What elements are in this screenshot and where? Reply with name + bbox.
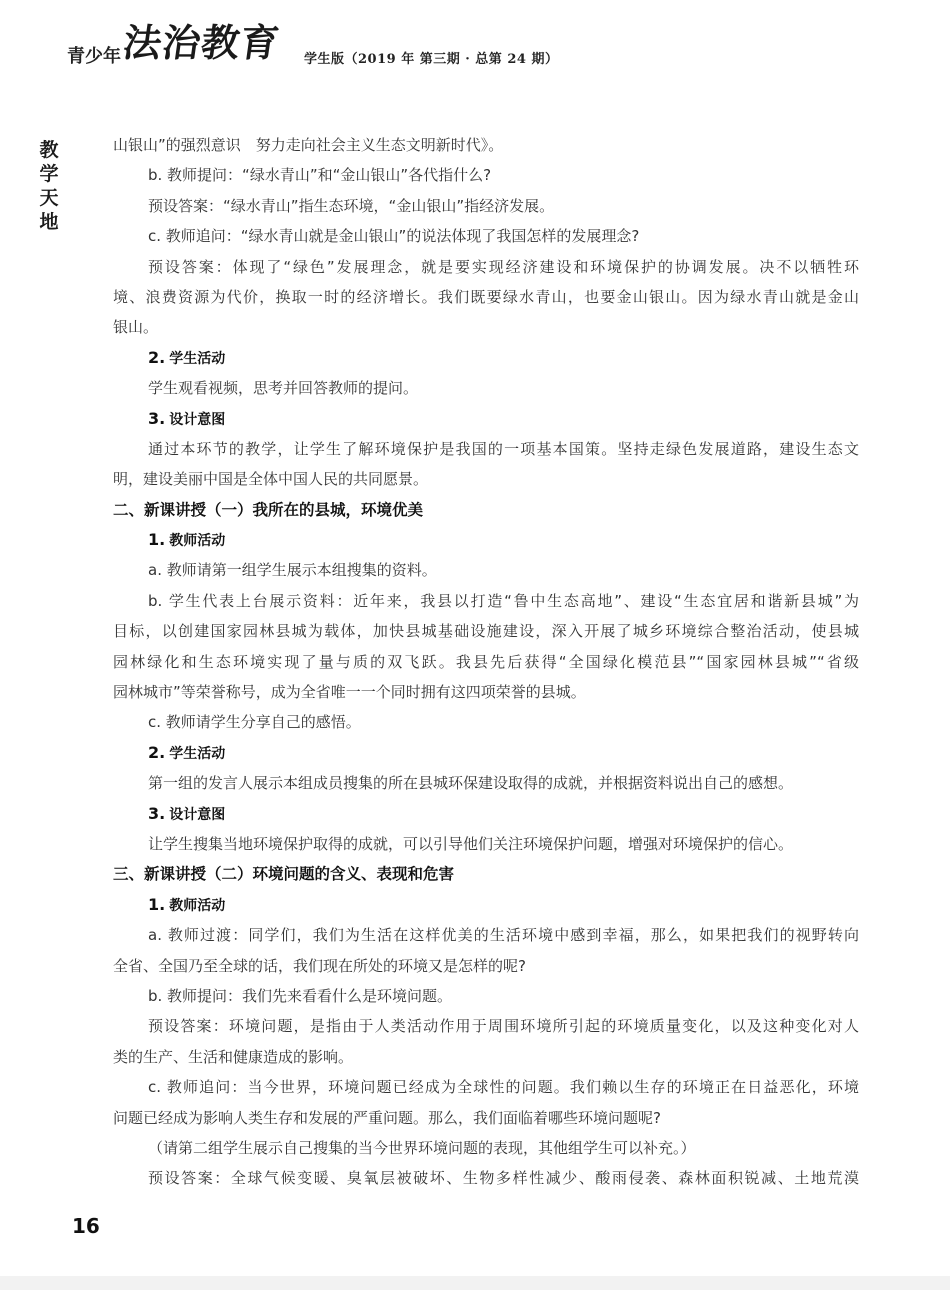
paragraph-line: 目标，以创建国家园林县城为载体，加快县城基础设施建设，深入开展了城乡环境综合整治活动，使县城 [113,622,859,641]
paragraph-line: c. 教师追问：当今世界，环境问题已经成为全球性的问题。我们赖以生存的环境正在日益恶化，环境 [148,1078,859,1097]
subsection-heading [113,404,859,434]
subsection-heading [113,799,859,829]
paragraph-line: 预设答案：“绿水青山”指生态环境，“金山银山”指经济发展。 [148,196,555,215]
section-tag [36,138,62,234]
section-heading: 三、新课讲授（二）环境问题的含义、表现和危害 [113,865,455,884]
paragraph-line: 银山。 [113,318,159,337]
paragraph-line: 第一组的发言人展示本组成员搜集的所在县城环保建设取得的成就，并根据资料说出自己的感想。 [148,774,794,793]
paragraph-line: 全省、全国乃至全球的话，我们现在所处的环境又是怎样的呢? [113,956,526,975]
masthead [62,12,882,72]
page-bottom-margin [0,1276,950,1290]
subsection-number: 3. [148,803,166,823]
subsection-heading [113,343,859,373]
paragraph-line: 通过本环节的教学，让学生了解环境保护是我国的一项基本国策。坚持走绿色发展道路，建设生态文 [148,439,859,458]
subsection-heading [113,738,859,768]
paragraph-line: a. 教师请第一组学生展示本组搜集的资料。 [148,561,437,580]
subsection-title: 设计意图 [169,411,226,428]
paragraph-line: 问题已经成为影响人类生存和发展的严重问题。那么，我们面临着哪些环境问题呢? [113,1108,661,1127]
paragraph-line: 园林城市”等荣誉称号，成为全省唯一一个同时拥有这四项荣誉的县城。 [113,683,586,702]
paragraph-line: 预设答案：体现了“绿色”发展理念，就是要实现经济建设和环境保护的协调发展。决不以牺牲环 [148,257,859,276]
paragraph-line: c. 教师请学生分享自己的感悟。 [148,713,361,732]
article-body [113,130,859,1194]
paragraph-line: 山银山”的强烈意识 努力走向社会主义生态文明新时代》。 [113,136,504,154]
subsection-title: 教师活动 [169,897,226,914]
paragraph-line: 预设答案：环境问题，是指由于人类活动作用于周围环境所引起的环境质量变化，以及这种变化对人 [148,1017,859,1036]
section-tag-char: 教 [39,139,59,161]
paragraph-line: （请第二组学生展示自己搜集的当今世界环境问题的表现，其他组学生可以补充。） [148,1138,696,1157]
paragraph-line: 学生观看视频，思考并回答教师的提问。 [148,379,419,398]
subsection-title: 教师活动 [169,533,226,550]
paragraph-line: c. 教师追问：“绿水青山就是金山银山”的说法体现了我国怎样的发展理念? [148,227,640,246]
section-heading: 二、新课讲授（一）我所在的县城，环境优美 [113,500,424,519]
paragraph-line: 让学生搜集当地环境保护取得的成就，可以引导他们关注环境保护问题，增强对环境保护的信心。 [148,834,794,853]
issue-info: 学生版（2019 年 第三期 · 总第 24 期） [304,52,559,67]
paragraph-line: 明，建设美丽中国是全体中国人民的共同愿景。 [113,470,429,489]
subsection-number: 1. [148,530,166,550]
paragraph-line: 预设答案：全球气候变暖、臭氧层被破坏、生物多样性减少、酸雨侵袭、森林面积锐减、土地荒漠 [148,1169,859,1188]
paragraph-line: b. 学生代表上台展示资料：近年来，我县以打造“鲁中生态高地”、建设“生态宜居和谐新县城”为 [148,591,859,610]
subsection-heading [113,525,859,555]
paragraph-line: b. 教师提问：我们先来看看什么是环境问题。 [148,986,453,1005]
subsection-title: 学生活动 [169,350,226,367]
subsection-title: 设计意图 [169,806,226,823]
subsection-number: 2. [148,742,166,762]
page-number: 16 [72,1214,100,1238]
magazine-title: 法治教育 [120,20,283,65]
paragraph-line: 境、浪费资源为代价，换取一时的经济增长。我们既要绿水青山，也要金山银山。因为绿水青山就是金山 [113,287,859,306]
paragraph-line: 类的生产、生活和健康造成的影响。 [113,1047,354,1066]
subsection-number: 2. [148,347,166,367]
section-tag-char: 学 [39,163,59,185]
subsection-heading [113,890,859,920]
paragraph-line: a. 教师过渡：同学们，我们为生活在这样优美的生活环境中感到幸福，那么，如果把我们的视野转向 [148,926,859,945]
section-tag-char: 地 [39,211,59,233]
section-tag-char: 天 [39,187,59,209]
masthead-prefix: 青少年 [67,46,121,67]
paragraph-line: b. 教师提问：“绿水青山”和“金山银山”各代指什么? [148,166,492,185]
subsection-number: 3. [148,408,166,428]
paragraph-line: 园林绿化和生态环境实现了量与质的双飞跃。我县先后获得“全国绿化模范县”“国家园林县城”“省级 [113,652,859,671]
subsection-title: 学生活动 [169,745,226,762]
subsection-number: 1. [148,894,166,914]
